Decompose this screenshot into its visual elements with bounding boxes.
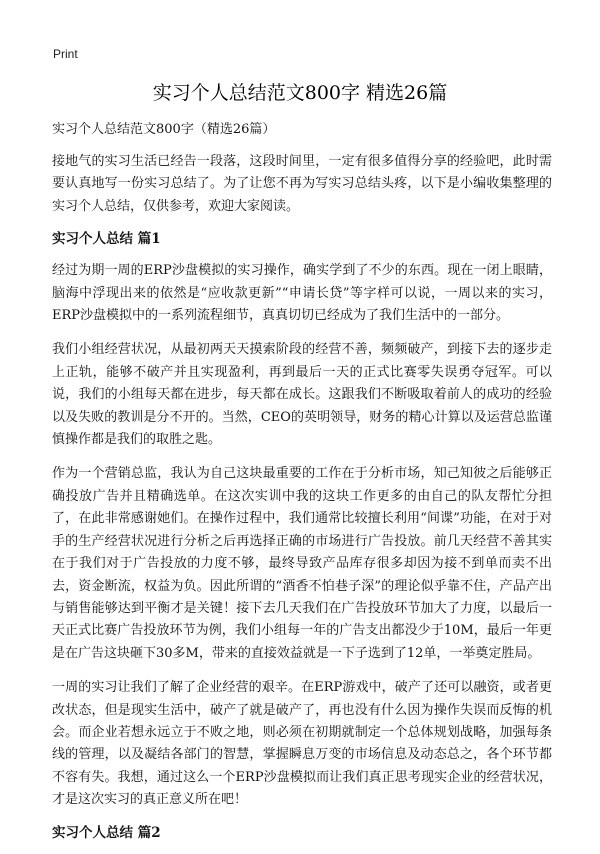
- article-body: [52, 121, 552, 854]
- intro-paragraph: 接地气的实习生活已经告一段落，这段时间里，一定有很多值得分享的经验吧，此时需要认真地写一份实习总结了。为了让您不再为写实习总结头疼，以下是小编收集整理的实习个人总结，仅供参考，欢迎大家阅读。: [52, 154, 552, 214]
- paragraph: 我们小组经营状况，从最初两天天摸索阶段的经营不善，频频破产，到接下去的逐步走上正轨，能够不破产并且实现盈利，再到最后一天的正式比赛零失误勇夺冠军。可以说，我们的小组每天都在进步，每天都在成长。这跟我们不断吸取着前人的成功的经验以及失败的教训是分不开的。当然，CEO的英明领导，财务的精心计算以及运营总监谨慎操作都是我们的取胜之匙。: [52, 342, 552, 448]
- paragraph: 一周的实习让我们了解了企业经营的艰辛。在ERP游戏中，破产了还可以融资，或者更改状态，但是现实生活中，破产了就是破产了，再也没有什么因为操作失误而反悔的机会。而企业若想永远立于不败之地，则必须在初期就制定一个总体规划战略，加强每条线的管理，以及凝结各部门的智慧，掌握瞬息万变的市场信息及动态总之，各个环节都不容有失。我想，通过这么一个ERP沙盘模拟而让我们真正思考现实企业的经营状况，才是这次实习的真正意义所在吧！: [52, 680, 552, 808]
- paragraph: 经过为期一周的ERP沙盘模拟的实习操作，确实学到了不少的东西。现在一闭上眼睛，脑海中浮现出来的依然是“应收款更新”“申请长贷”等字样可以说，一周以来的实习，ERP沙盘模拟中的一系列流程细节，真真切切已经成为了我们生活中的一部分。: [52, 263, 552, 324]
- section-heading: 实习个人总结 篇2: [52, 824, 161, 841]
- paragraph: 作为一个营销总监，我认为自己这块最重要的工作在于分析市场，知己知彼之后能够正确投放广告并且精确选单。在这次实训中我的这块工作更多的由自己的队友帮忙分担了，在此非常感谢她们。在操作过程中，我们通常比较擅长利用“间谍”功能，在对于对手的生产经营状况进行分析之后再选择正确的市场进行广告投放。前几天经营不善其实在于我们对于广告投放的力度不够，最终导致产品库存很多却因为接不到单而卖不出去，资金断流，权益为负。因此所谓的“酒香不怕巷子深”的理论似乎靠不住，产品产出与销售能够达到平衡才是关键！接下去几天我们在广告投放环节加大了力度，以最后一天正式比赛广告投放环节为例，我们小组每一年的广告支出都没少于10M，最后一年更是在广告这块砸下30多M，带来的直接效益就是一下子选到了12单，一举奠定胜局。: [52, 466, 552, 661]
- article-subtitle: 实习个人总结范文800字（精选26篇）: [52, 122, 276, 137]
- print-link[interactable]: Print: [53, 47, 78, 61]
- page-title: 实习个人总结范文800字 精选26篇: [152, 82, 448, 104]
- section-heading: 实习个人总结 篇1: [52, 231, 161, 248]
